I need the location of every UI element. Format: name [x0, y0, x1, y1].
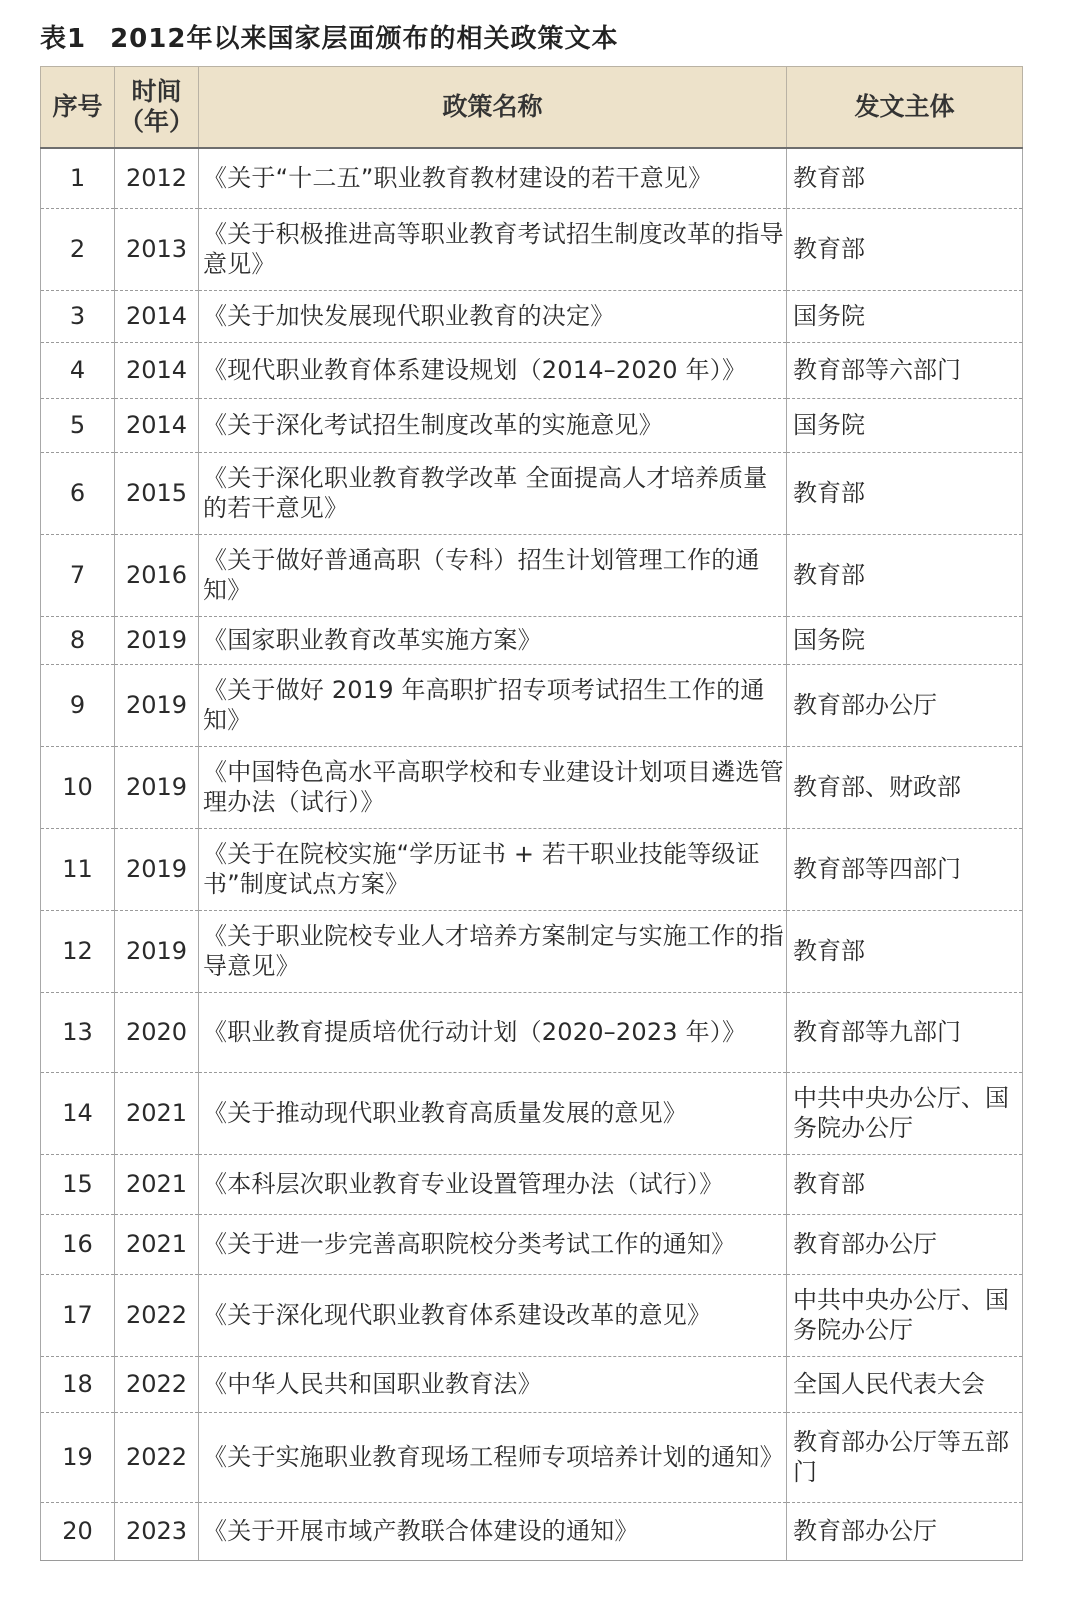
table-row	[41, 1154, 1023, 1214]
table-row	[41, 148, 1023, 208]
table-row	[41, 1274, 1023, 1356]
table-row	[41, 616, 1023, 664]
row-issuer: 教育部	[787, 910, 1023, 992]
row-issuer: 教育部	[787, 1154, 1023, 1214]
row-issuer: 教育部	[787, 148, 1023, 208]
row-year: 2022	[115, 1274, 199, 1356]
row-seq: 15	[41, 1154, 115, 1214]
row-seq: 16	[41, 1214, 115, 1274]
row-seq: 9	[41, 664, 115, 746]
policy-table	[40, 66, 1023, 1561]
row-issuer: 教育部	[787, 452, 1023, 534]
row-year: 2023	[115, 1502, 199, 1560]
row-seq: 13	[41, 992, 115, 1072]
row-policy-name: 《关于职业院校专业人才培养方案制定与实施工作的指导意见》	[199, 910, 787, 992]
row-seq: 3	[41, 290, 115, 342]
row-seq: 5	[41, 398, 115, 452]
row-issuer: 中共中央办公厅、国务院办公厅	[787, 1274, 1023, 1356]
row-issuer: 国务院	[787, 290, 1023, 342]
row-year: 2019	[115, 746, 199, 828]
table-row	[41, 1072, 1023, 1154]
row-issuer: 全国人民代表大会	[787, 1356, 1023, 1412]
row-policy-name: 《关于积极推进高等职业教育考试招生制度改革的指导意见》	[199, 208, 787, 290]
row-year: 2022	[115, 1356, 199, 1412]
table-row	[41, 290, 1023, 342]
row-issuer: 教育部办公厅	[787, 1502, 1023, 1560]
row-policy-name: 《关于“十二五”职业教育教材建设的若干意见》	[199, 148, 787, 208]
row-seq: 20	[41, 1502, 115, 1560]
row-year: 2012	[115, 148, 199, 208]
row-issuer: 教育部办公厅	[787, 1214, 1023, 1274]
row-policy-name: 《关于加快发展现代职业教育的决定》	[199, 290, 787, 342]
row-policy-name: 《关于做好普通高职（专科）招生计划管理工作的通知》	[199, 534, 787, 616]
header-row	[41, 67, 1023, 149]
row-policy-name: 《关于做好 2019 年高职扩招专项考试招生工作的通知》	[199, 664, 787, 746]
row-policy-name: 《关于深化现代职业教育体系建设改革的意见》	[199, 1274, 787, 1356]
table-number: 表1	[40, 24, 87, 54]
row-policy-name: 《关于深化考试招生制度改革的实施意见》	[199, 398, 787, 452]
row-seq: 8	[41, 616, 115, 664]
row-seq: 2	[41, 208, 115, 290]
table-row	[41, 910, 1023, 992]
row-year: 2019	[115, 910, 199, 992]
row-issuer: 中共中央办公厅、国务院办公厅	[787, 1072, 1023, 1154]
row-seq: 1	[41, 148, 115, 208]
row-policy-name: 《职业教育提质培优行动计划（2020–2023 年）》	[199, 992, 787, 1072]
row-policy-name: 《国家职业教育改革实施方案》	[199, 616, 787, 664]
table-row	[41, 746, 1023, 828]
table-row	[41, 664, 1023, 746]
row-policy-name: 《关于实施职业教育现场工程师专项培养计划的通知》	[199, 1412, 787, 1502]
row-seq: 17	[41, 1274, 115, 1356]
table-row	[41, 208, 1023, 290]
row-issuer: 教育部等四部门	[787, 828, 1023, 910]
row-year: 2020	[115, 992, 199, 1072]
table-row	[41, 828, 1023, 910]
row-policy-name: 《本科层次职业教育专业设置管理办法（试行）》	[199, 1154, 787, 1214]
row-seq: 12	[41, 910, 115, 992]
header-year	[115, 67, 199, 149]
row-issuer: 教育部、财政部	[787, 746, 1023, 828]
row-year: 2019	[115, 616, 199, 664]
row-issuer: 教育部等九部门	[787, 992, 1023, 1072]
row-year: 2022	[115, 1412, 199, 1502]
table-row	[41, 534, 1023, 616]
table-row	[41, 398, 1023, 452]
row-seq: 10	[41, 746, 115, 828]
row-seq: 7	[41, 534, 115, 616]
row-policy-name: 《中国特色高水平高职学校和专业建设计划项目遴选管理办法（试行）》	[199, 746, 787, 828]
table-row	[41, 992, 1023, 1072]
row-issuer: 国务院	[787, 616, 1023, 664]
row-year: 2014	[115, 290, 199, 342]
row-seq: 6	[41, 452, 115, 534]
row-seq: 14	[41, 1072, 115, 1154]
row-issuer: 教育部	[787, 534, 1023, 616]
table-title: 2012年以来国家层面颁布的相关政策文本	[110, 24, 619, 54]
row-issuer: 教育部等六部门	[787, 342, 1023, 398]
table-row	[41, 1356, 1023, 1412]
row-policy-name: 《中华人民共和国职业教育法》	[199, 1356, 787, 1412]
row-policy-name: 《关于开展市域产教联合体建设的通知》	[199, 1502, 787, 1560]
row-policy-name: 《现代职业教育体系建设规划（2014–2020 年）》	[199, 342, 787, 398]
header-year-line1: 时间	[131, 77, 182, 106]
header-year-line2: （年）	[118, 107, 194, 136]
table-row	[41, 342, 1023, 398]
row-policy-name: 《关于在院校实施“学历证书 + 若干职业技能等级证书”制度试点方案》	[199, 828, 787, 910]
row-year: 2019	[115, 828, 199, 910]
row-seq: 4	[41, 342, 115, 398]
row-seq: 11	[41, 828, 115, 910]
row-year: 2014	[115, 398, 199, 452]
row-year: 2021	[115, 1214, 199, 1274]
row-seq: 18	[41, 1356, 115, 1412]
row-issuer: 教育部办公厅等五部门	[787, 1412, 1023, 1502]
table-row	[41, 1502, 1023, 1560]
row-policy-name: 《关于推动现代职业教育高质量发展的意见》	[199, 1072, 787, 1154]
header-seq: 序号	[41, 67, 115, 149]
row-issuer: 教育部	[787, 208, 1023, 290]
table-row	[41, 452, 1023, 534]
row-issuer: 教育部办公厅	[787, 664, 1023, 746]
table-caption	[40, 18, 618, 55]
table-row	[41, 1412, 1023, 1502]
row-year: 2014	[115, 342, 199, 398]
row-year: 2015	[115, 452, 199, 534]
row-year: 2013	[115, 208, 199, 290]
row-policy-name: 《关于进一步完善高职院校分类考试工作的通知》	[199, 1214, 787, 1274]
row-seq: 19	[41, 1412, 115, 1502]
header-issuer: 发文主体	[787, 67, 1023, 149]
table-row	[41, 1214, 1023, 1274]
row-year: 2021	[115, 1154, 199, 1214]
row-issuer: 国务院	[787, 398, 1023, 452]
row-policy-name: 《关于深化职业教育教学改革 全面提高人才培养质量的若干意见》	[199, 452, 787, 534]
row-year: 2016	[115, 534, 199, 616]
row-year: 2021	[115, 1072, 199, 1154]
row-year: 2019	[115, 664, 199, 746]
header-name: 政策名称	[199, 67, 787, 149]
